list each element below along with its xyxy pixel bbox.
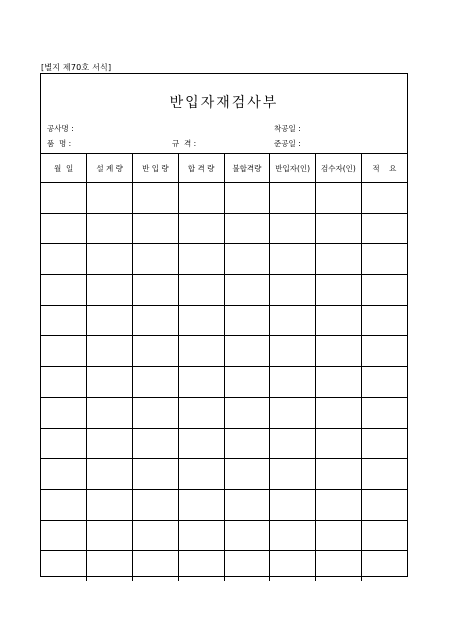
header-remarks: 적 요 [361, 154, 407, 183]
table-cell[interactable] [270, 367, 316, 398]
table-cell[interactable] [270, 275, 316, 306]
table-cell[interactable] [41, 489, 87, 520]
completion-date-label: 준공일 : [274, 139, 301, 148]
table-cell[interactable] [41, 428, 87, 459]
header-design-qty: 설 계 량 [87, 154, 133, 183]
header-date: 월 일 [41, 154, 87, 183]
table-cell[interactable] [133, 367, 179, 398]
header-row [41, 154, 407, 183]
table-cell[interactable] [270, 183, 316, 214]
table-row [41, 367, 407, 398]
table-cell[interactable] [224, 551, 270, 581]
table-cell[interactable] [178, 244, 224, 275]
table-cell[interactable] [178, 489, 224, 520]
table-row [41, 183, 407, 214]
table-cell[interactable] [133, 397, 179, 428]
table-cell[interactable] [224, 367, 270, 398]
table-cell[interactable] [133, 428, 179, 459]
table-cell[interactable] [270, 397, 316, 428]
table-cell[interactable] [316, 213, 362, 244]
table-cell[interactable] [270, 551, 316, 581]
table-cell[interactable] [361, 244, 407, 275]
table-cell[interactable] [270, 428, 316, 459]
table-cell[interactable] [133, 489, 179, 520]
table-cell[interactable] [41, 305, 87, 336]
table-cell[interactable] [270, 244, 316, 275]
header-passed-qty: 합 격 량 [178, 154, 224, 183]
table-cell[interactable] [361, 305, 407, 336]
table-row [41, 551, 407, 581]
table-cell[interactable] [41, 183, 87, 214]
table-cell[interactable] [316, 305, 362, 336]
construction-start-label: 착공일 : [274, 124, 301, 133]
header-rejected-qty: 불합격량 [224, 154, 270, 183]
table-cell[interactable] [178, 305, 224, 336]
table-cell[interactable] [87, 428, 133, 459]
table-cell[interactable] [178, 367, 224, 398]
table-row [41, 213, 407, 244]
table-cell[interactable] [270, 213, 316, 244]
table-row [41, 336, 407, 367]
header-inspector: 검수자(인) [316, 154, 362, 183]
table-cell[interactable] [270, 520, 316, 551]
table-cell[interactable] [270, 336, 316, 367]
form-title: 반입자재검사부 [169, 95, 279, 111]
table-cell[interactable] [316, 336, 362, 367]
table-cell[interactable] [41, 367, 87, 398]
table-cell[interactable] [270, 459, 316, 490]
table-cell[interactable] [361, 397, 407, 428]
table-cell[interactable] [133, 459, 179, 490]
table-cell[interactable] [133, 336, 179, 367]
header-delivered-qty: 반 입 량 [133, 154, 179, 183]
table-row [41, 520, 407, 551]
table-cell[interactable] [41, 520, 87, 551]
table-cell[interactable] [178, 551, 224, 581]
table-cell[interactable] [178, 520, 224, 551]
table-cell[interactable] [316, 183, 362, 214]
table-cell[interactable] [87, 397, 133, 428]
header-deliverer: 반입자(인) [270, 154, 316, 183]
table-cell[interactable] [87, 336, 133, 367]
table-cell[interactable] [178, 183, 224, 214]
table-cell[interactable] [178, 213, 224, 244]
table-cell[interactable] [316, 459, 362, 490]
table-cell[interactable] [133, 244, 179, 275]
table-cell[interactable] [316, 397, 362, 428]
table-cell[interactable] [224, 183, 270, 214]
table-cell[interactable] [87, 244, 133, 275]
table-cell[interactable] [178, 336, 224, 367]
inspection-log-table [41, 153, 407, 581]
table-row [41, 397, 407, 428]
table-cell[interactable] [41, 244, 87, 275]
table-cell[interactable] [178, 397, 224, 428]
table-row [41, 489, 407, 520]
table-cell[interactable] [361, 520, 407, 551]
table-cell[interactable] [133, 213, 179, 244]
table-cell[interactable] [270, 489, 316, 520]
table-cell[interactable] [224, 275, 270, 306]
table-cell[interactable] [178, 459, 224, 490]
table-cell[interactable] [361, 367, 407, 398]
table-cell[interactable] [224, 397, 270, 428]
table-cell[interactable] [361, 459, 407, 490]
table-cell[interactable] [224, 213, 270, 244]
table-cell[interactable] [87, 305, 133, 336]
item-name-label: 품 명 : [47, 139, 72, 148]
table-cell[interactable] [41, 336, 87, 367]
table-cell[interactable] [87, 183, 133, 214]
table-cell[interactable] [316, 428, 362, 459]
table-cell[interactable] [87, 367, 133, 398]
table-cell[interactable] [87, 459, 133, 490]
table-row [41, 275, 407, 306]
table-cell[interactable] [133, 551, 179, 581]
table-cell[interactable] [316, 520, 362, 551]
table-cell[interactable] [41, 459, 87, 490]
form-reference: [별지 제70호 서식] [41, 63, 112, 72]
table-cell[interactable] [178, 275, 224, 306]
table-cell[interactable] [41, 213, 87, 244]
table-cell[interactable] [41, 551, 87, 581]
table-cell[interactable] [361, 489, 407, 520]
table-cell[interactable] [224, 336, 270, 367]
table-cell[interactable] [224, 244, 270, 275]
table-cell[interactable] [361, 551, 407, 581]
table-cell[interactable] [178, 428, 224, 459]
table-cell[interactable] [361, 428, 407, 459]
table-cell[interactable] [224, 520, 270, 551]
table-cell[interactable] [316, 244, 362, 275]
table-cell[interactable] [133, 183, 179, 214]
table-cell[interactable] [361, 213, 407, 244]
table-cell[interactable] [133, 305, 179, 336]
table-cell[interactable] [224, 428, 270, 459]
table-cell[interactable] [41, 275, 87, 306]
table-cell[interactable] [361, 336, 407, 367]
table-row [41, 428, 407, 459]
table-cell[interactable] [316, 367, 362, 398]
table-cell[interactable] [133, 275, 179, 306]
table-cell[interactable] [361, 183, 407, 214]
table-cell[interactable] [133, 520, 179, 551]
construction-name-label: 공사명 : [47, 124, 74, 133]
table-cell[interactable] [361, 275, 407, 306]
table-cell[interactable] [270, 305, 316, 336]
table-cell[interactable] [316, 275, 362, 306]
spec-label: 규 격 : [172, 139, 197, 148]
table-body [41, 183, 407, 581]
table-cell[interactable] [224, 459, 270, 490]
inspection-form [40, 73, 408, 577]
table-cell[interactable] [87, 275, 133, 306]
table-cell[interactable] [87, 520, 133, 551]
table-cell[interactable] [87, 489, 133, 520]
table-cell[interactable] [41, 397, 87, 428]
table-cell[interactable] [316, 551, 362, 581]
table-row [41, 459, 407, 490]
table-cell[interactable] [224, 489, 270, 520]
table-cell[interactable] [87, 551, 133, 581]
table-row [41, 305, 407, 336]
table-cell[interactable] [87, 213, 133, 244]
table-cell[interactable] [224, 305, 270, 336]
table-cell[interactable] [316, 489, 362, 520]
table-row [41, 244, 407, 275]
